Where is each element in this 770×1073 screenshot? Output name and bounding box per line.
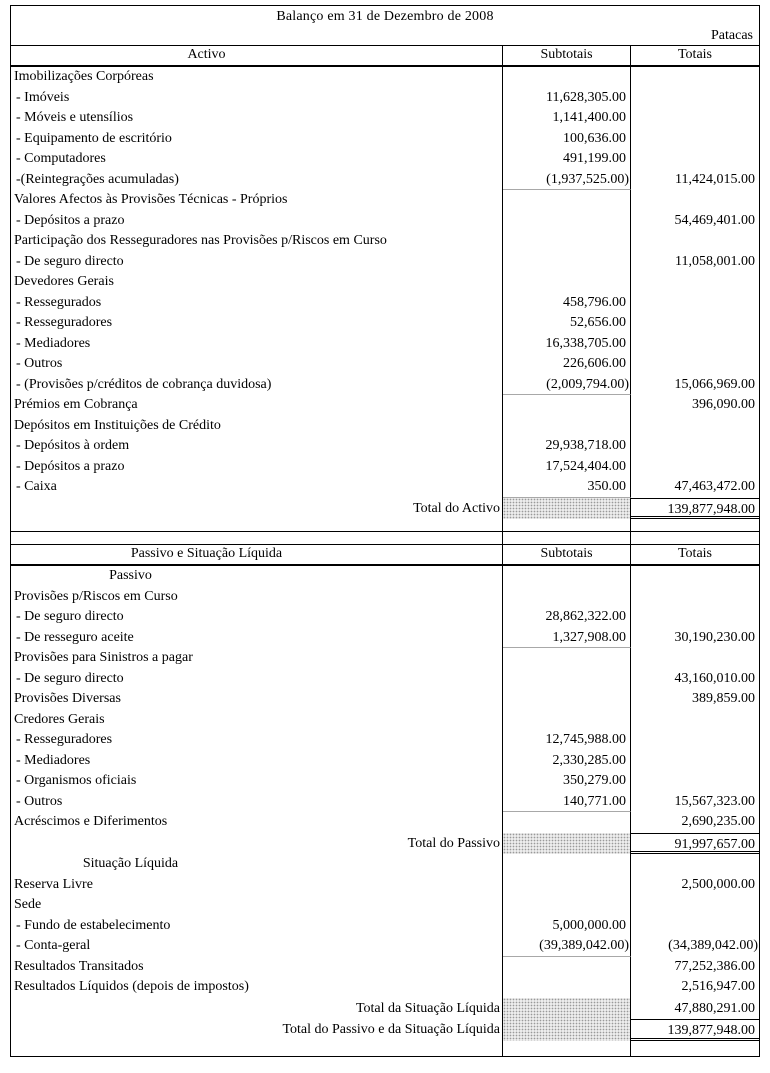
row-label: - Mediadores — [11, 751, 503, 772]
balance-row — [11, 648, 759, 669]
total-value — [631, 272, 759, 293]
balance-row — [11, 751, 759, 772]
balance-row — [11, 792, 759, 813]
subtotal-value — [503, 957, 631, 978]
subtotal-value — [503, 710, 631, 731]
subtotal-value: (2,009,794.00) — [503, 375, 631, 396]
row-label: - Conta-geral — [11, 936, 503, 957]
row-label: - Equipamento de escritório — [11, 129, 503, 150]
total-value: 77,252,386.00 — [674, 958, 755, 974]
activo-header-row — [11, 46, 759, 67]
total-value: 54,469,401.00 — [674, 212, 755, 228]
row-label: Resultados Transitados — [11, 957, 503, 978]
total-value: 47,463,472.00 — [674, 479, 755, 494]
total-value: 139,877,948.00 — [631, 1019, 759, 1041]
row-label: Sede — [11, 895, 503, 916]
row-label: - Organismos oficiais — [11, 771, 503, 792]
total-value — [631, 436, 759, 457]
balance-row — [11, 771, 759, 792]
balance-row — [11, 812, 759, 833]
total-value — [631, 607, 759, 628]
subtotal-value: (39,389,042.00) — [503, 936, 631, 957]
row-label: Valores Afectos às Provisões Técnicas - Próprios — [11, 190, 503, 211]
subtotal-value: 350,279.00 — [503, 771, 631, 792]
activo-rows — [11, 67, 759, 519]
row-label: Credores Gerais — [11, 710, 503, 731]
total-value: 43,160,010.00 — [674, 670, 755, 686]
subtotal-value: 16,338,705.00 — [503, 334, 631, 355]
total-value — [631, 313, 759, 334]
column-header-subtotais: Subtotais — [503, 46, 631, 65]
subtotal-value — [503, 252, 631, 273]
subtotal-value — [503, 190, 631, 211]
balance-row — [11, 293, 759, 314]
balance-row — [11, 436, 759, 457]
balance-row — [11, 477, 759, 498]
subtotal-value: 100,636.00 — [503, 129, 631, 150]
total-value: 30,190,230.00 — [674, 629, 755, 645]
subtotal-value: 5,000,000.00 — [503, 916, 631, 937]
total-value — [631, 416, 759, 437]
spacer-row — [11, 519, 759, 532]
row-label: -(Reintegrações acumuladas) — [11, 170, 503, 191]
balance-row — [11, 977, 759, 998]
total-value — [631, 149, 759, 170]
total-value — [631, 751, 759, 772]
balance-row — [11, 395, 759, 416]
column-header-activo: Activo — [11, 46, 503, 65]
row-label: - Depósitos a prazo — [11, 211, 503, 232]
row-label: - Ressegurados — [11, 293, 503, 314]
balance-row — [11, 313, 759, 334]
subtotal-value: 140,771.00 — [503, 792, 631, 813]
row-label: - De seguro directo — [11, 669, 503, 690]
row-label: Total da Situação Líquida — [11, 998, 503, 1020]
row-label: Total do Passivo — [11, 833, 503, 855]
total-value — [631, 895, 759, 916]
total-value — [631, 67, 759, 88]
row-label: Provisões p/Riscos em Curso — [11, 587, 503, 608]
balance-sheet — [10, 5, 760, 1057]
balance-row — [11, 669, 759, 690]
total-value: 139,877,948.00 — [631, 498, 759, 520]
row-label: - Resseguradores — [11, 313, 503, 334]
total-value — [631, 730, 759, 751]
currency-label: Patacas — [711, 28, 753, 43]
subtotal-value — [503, 648, 631, 669]
balance-row — [11, 730, 759, 751]
title-block — [11, 6, 759, 46]
subtotal-value: 28,862,322.00 — [503, 607, 631, 628]
balance-row — [11, 149, 759, 170]
column-header-passivo: Passivo e Situação Líquida — [11, 545, 503, 564]
subtotal-value — [503, 1019, 631, 1041]
total-value: (34,389,042.00) — [668, 938, 758, 953]
balance-row — [11, 272, 759, 293]
row-label: Participação dos Resseguradores nas Provisões p/Riscos em Curso — [11, 231, 503, 252]
subtotal-value: 458,796.00 — [503, 293, 631, 314]
total-value — [631, 648, 759, 669]
subtotal-value: 12,745,988.00 — [503, 730, 631, 751]
total-value: 2,516,947.00 — [681, 979, 755, 994]
subtotal-value: 350.00 — [503, 477, 631, 498]
row-label: - Caixa — [11, 477, 503, 498]
total-value — [631, 334, 759, 355]
total-value: 2,690,235.00 — [681, 814, 755, 829]
total-value: 2,500,000.00 — [681, 876, 755, 892]
balance-row — [11, 566, 759, 587]
row-label: Imobilizações Corpóreas — [11, 67, 503, 88]
row-label: - Mediadores — [11, 334, 503, 355]
subtotal-value: 491,199.00 — [503, 149, 631, 170]
total-value — [631, 771, 759, 792]
subtotal-value — [503, 689, 631, 710]
subtotal-value — [503, 977, 631, 998]
balance-row — [11, 170, 759, 191]
subtotal-value — [503, 395, 631, 416]
row-label: - De seguro directo — [11, 252, 503, 273]
subtotal-value — [503, 875, 631, 896]
row-label: Devedores Gerais — [11, 272, 503, 293]
balance-row — [11, 375, 759, 396]
balance-row — [11, 457, 759, 478]
total-value: 91,997,657.00 — [631, 833, 759, 855]
row-label: Total do Activo — [11, 498, 503, 520]
total-value: 11,058,001.00 — [675, 253, 755, 269]
balance-row — [11, 936, 759, 957]
total-value — [631, 231, 759, 252]
column-header-totais: Totais — [677, 47, 712, 62]
subtotal-value — [503, 812, 631, 833]
balance-row — [11, 916, 759, 937]
row-label: - Móveis e utensílios — [11, 108, 503, 129]
balance-row — [11, 108, 759, 129]
total-value — [631, 566, 759, 587]
balance-row — [11, 587, 759, 608]
spacer-row — [11, 532, 759, 545]
balance-row — [11, 957, 759, 978]
total-value — [631, 587, 759, 608]
subtotal-value: 29,938,718.00 — [503, 436, 631, 457]
subtotal-value: (1,937,525.00) — [503, 170, 631, 191]
subtotal-value: 17,524,404.00 — [503, 457, 631, 478]
balance-row — [11, 710, 759, 731]
row-label: Provisões Diversas — [11, 689, 503, 710]
document-title: Balanço em 31 de Dezembro de 2008 — [276, 9, 494, 24]
spacer-row — [11, 1041, 759, 1056]
subtotal-value: 52,656.00 — [503, 313, 631, 334]
row-label: - (Provisões p/créditos de cobrança duvidosa) — [11, 375, 503, 396]
row-label: Depósitos em Instituições de Crédito — [11, 416, 503, 437]
row-label: Situação Líquida — [11, 854, 503, 875]
subtotal-value — [503, 998, 631, 1020]
balance-row — [11, 67, 759, 88]
subtotal-value: 1,141,400.00 — [503, 108, 631, 129]
balance-row — [11, 88, 759, 109]
total-value: 389,859.00 — [692, 691, 755, 706]
subtotal-value — [503, 498, 631, 520]
passivo-rows — [11, 566, 759, 1041]
row-label: - Computadores — [11, 149, 503, 170]
subtotal-value — [503, 587, 631, 608]
row-label: - De resseguro aceite — [11, 628, 503, 649]
subtotal-value: 2,330,285.00 — [503, 751, 631, 772]
total-value — [631, 854, 759, 875]
row-label: Provisões para Sinistros a pagar — [11, 648, 503, 669]
row-label: Resultados Líquidos (depois de impostos) — [11, 977, 503, 998]
total-value: 15,567,323.00 — [674, 793, 755, 809]
balance-row — [11, 895, 759, 916]
total-value — [631, 88, 759, 109]
total-value: 396,090.00 — [692, 397, 755, 412]
total-value — [631, 293, 759, 314]
total-value: 47,880,291.00 — [674, 1000, 755, 1016]
total-value — [631, 354, 759, 375]
row-label: Acréscimos e Diferimentos — [11, 812, 503, 833]
total-row — [11, 998, 759, 1020]
total-value — [631, 108, 759, 129]
subtotal-value — [503, 566, 631, 587]
total-row — [11, 498, 759, 520]
row-label: - Imóveis — [11, 88, 503, 109]
balance-row — [11, 211, 759, 232]
total-value — [631, 457, 759, 478]
column-header-subtotais: Subtotais — [503, 545, 631, 564]
total-row — [11, 1019, 759, 1041]
subtotal-value — [503, 211, 631, 232]
balance-row — [11, 334, 759, 355]
row-label: Reserva Livre — [11, 875, 503, 896]
subtotal-value — [503, 67, 631, 88]
balance-row — [11, 129, 759, 150]
row-label: - Resseguradores — [11, 730, 503, 751]
subtotal-value: 226,606.00 — [503, 354, 631, 375]
balance-row — [11, 190, 759, 211]
total-row — [11, 833, 759, 855]
row-label: - Depósitos à ordem — [11, 436, 503, 457]
row-label: - Fundo de estabelecimento — [11, 916, 503, 937]
total-value — [631, 710, 759, 731]
row-label: - Outros — [11, 354, 503, 375]
balance-row — [11, 231, 759, 252]
balance-row — [11, 628, 759, 649]
total-value: 15,066,969.00 — [674, 376, 755, 392]
subtotal-value — [503, 895, 631, 916]
total-value — [631, 916, 759, 937]
balance-row — [11, 354, 759, 375]
row-label: Passivo — [11, 566, 503, 587]
balance-row — [11, 607, 759, 628]
subtotal-value — [503, 854, 631, 875]
row-label: - Depósitos a prazo — [11, 457, 503, 478]
subtotal-value — [503, 231, 631, 252]
subtotal-value — [503, 833, 631, 855]
subtotal-value — [503, 272, 631, 293]
row-label: Total do Passivo e da Situação Líquida — [11, 1019, 503, 1041]
total-value: 11,424,015.00 — [675, 171, 755, 187]
subtotal-value — [503, 416, 631, 437]
balance-row — [11, 252, 759, 273]
subtotal-value: 1,327,908.00 — [503, 628, 631, 649]
column-header-totais: Totais — [677, 546, 712, 561]
balance-row — [11, 875, 759, 896]
row-label: Prémios em Cobrança — [11, 395, 503, 416]
total-value — [631, 190, 759, 211]
row-label: - De seguro directo — [11, 607, 503, 628]
subtotal-value: 11,628,305.00 — [503, 88, 631, 109]
passivo-header-row — [11, 545, 759, 566]
balance-row — [11, 854, 759, 875]
balance-row — [11, 689, 759, 710]
subtotal-value — [503, 669, 631, 690]
row-label: - Outros — [11, 792, 503, 813]
total-value — [631, 129, 759, 150]
balance-row — [11, 416, 759, 437]
